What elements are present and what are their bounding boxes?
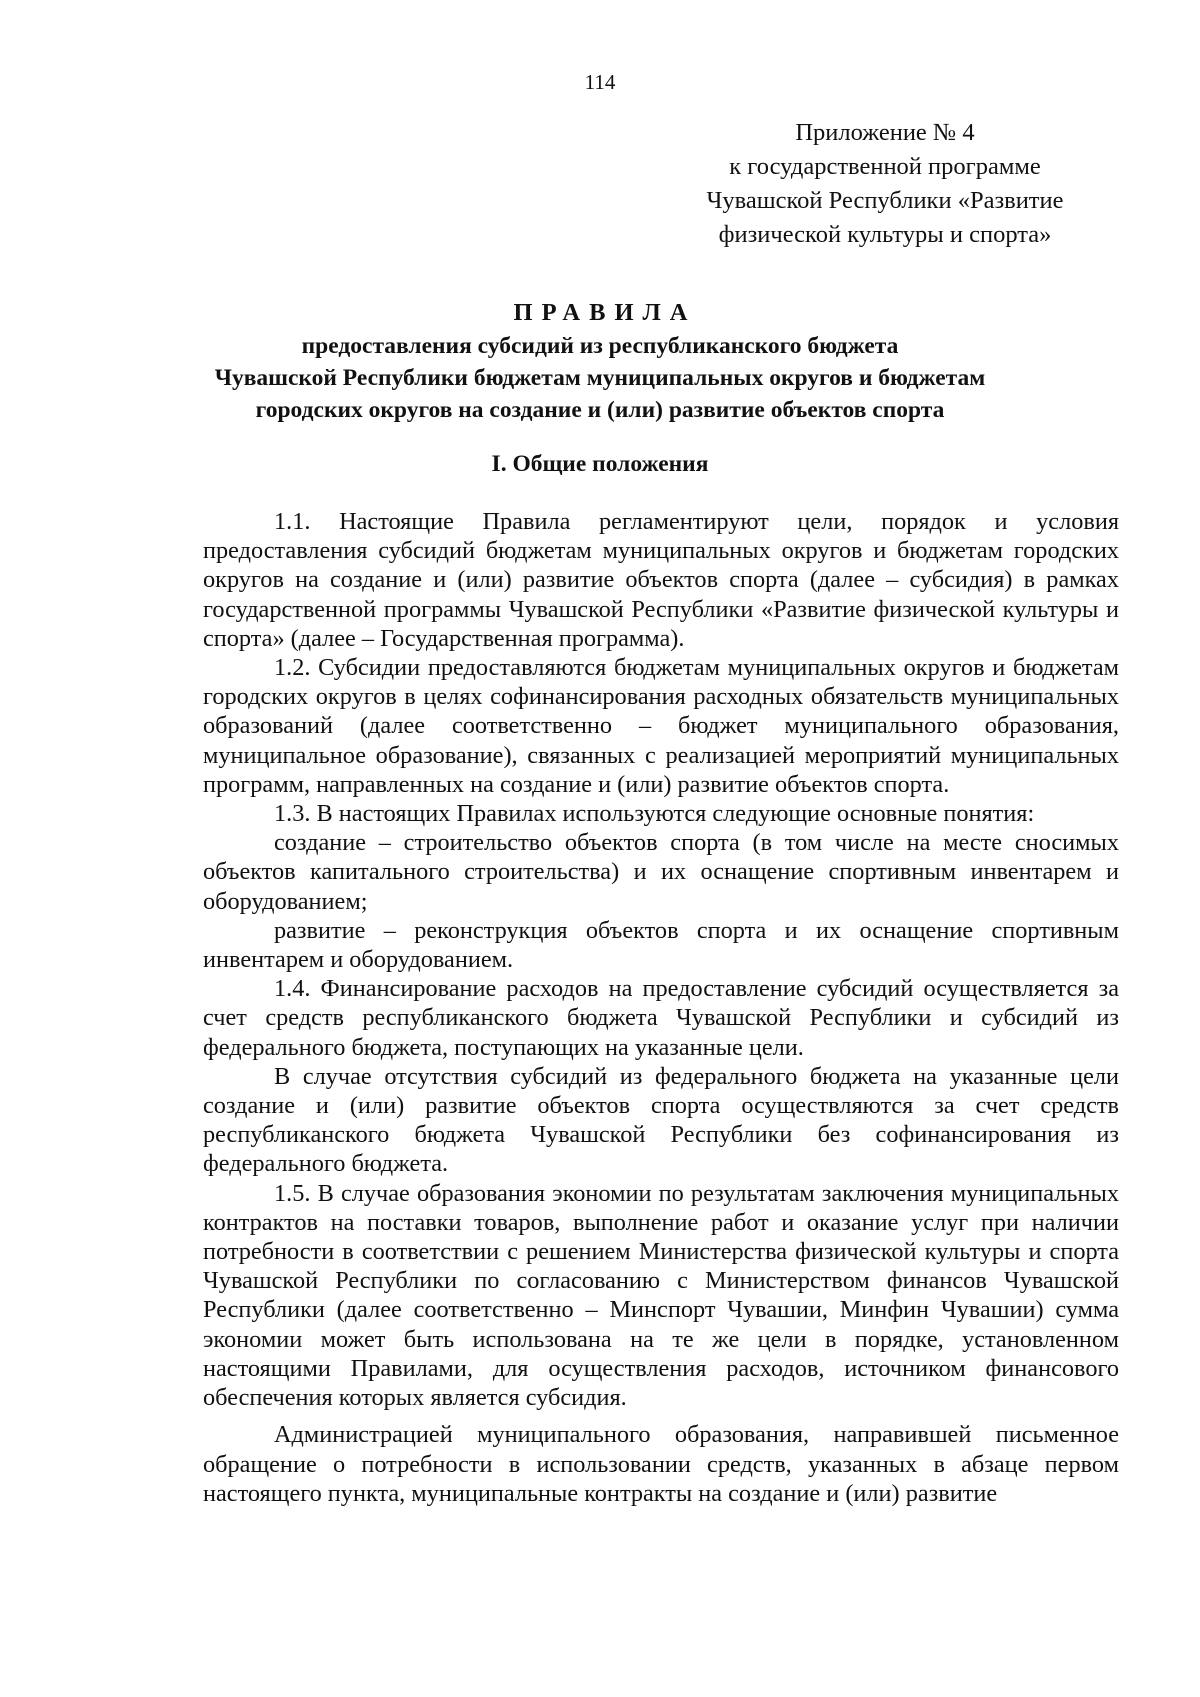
title-subtitle [0, 330, 1200, 426]
paragraph: 1.5. В случае образования экономии по результатам заключения муниципальных контрактов на поставки товаров, выполнение работ и оказание услуг при наличии потребности в соответствии с решением Министерства физической культуры и спорта Чувашской Республики по согласованию с Министерством финансов Чувашской Республики (далее соответственно – Минспорт Чувашии, Минфин Чувашии) сумма экономии может быть использована на те же цели в порядке, установленном настоящими Правилами, для осуществления расходов, источником финансового обеспечения которых является субсидия. [203, 1179, 1119, 1412]
subtitle-line: Чувашской Республики бюджетам муниципальных округов и бюджетам [214, 365, 986, 391]
document-body [203, 507, 1119, 1508]
section-heading: I. Общие положения [491, 451, 709, 477]
document-title [0, 296, 1200, 426]
subtitle-line: городских округов на создание и (или) развитие объектов спорта [255, 397, 945, 423]
appendix-line: Приложение № 4 [795, 119, 975, 146]
page-number: 114 [584, 70, 616, 94]
paragraph: Администрацией муниципального образования, направившей письменное обращение о потребности в использовании средств, указанных в абзаце первом настоящего пункта, муниципальные контракты на создание и (или) развитие [203, 1421, 1119, 1507]
paragraph: В случае отсутствия субсидий из федерального бюджета на указанные цели создание и (или) развитие объектов спорта осуществляются за счет средств республиканского бюджета Чувашской Республики без софинансирования из федерального бюджета. [203, 1062, 1119, 1178]
paragraph: развитие – реконструкция объектов спорта и их оснащение спортивным инвентарем и оборудованием. [203, 916, 1119, 974]
paragraph: 1.1. Настоящие Правила регламентируют цели, порядок и условия предоставления субсидий бюджетам муниципальных округов и бюджетам городских округов на создание и (или) развитие объектов спорта (далее – субсидия) в рамках государственной программы Чувашской Республики «Развитие физической культуры и спорта» (далее – Государственная программа). [203, 508, 1119, 652]
paragraph: создание – строительство объектов спорта (в том числе на месте сносимых объектов капитального строительства) и их оснащение спортивным инвентарем и оборудованием; [203, 829, 1119, 915]
paragraph: 1.3. В настоящих Правилах используются следующие основные понятия: [274, 800, 1035, 828]
appendix-note [650, 116, 1120, 252]
appendix-line: физической культуры и спорта» [718, 221, 1052, 248]
subtitle-line: предоставления субсидий из республиканского бюджета [301, 333, 899, 359]
appendix-line: Чувашской Республики «Развитие [706, 187, 1064, 214]
paragraph: 1.2. Субсидии предоставляются бюджетам муниципальных округов и бюджетам городских округов в целях софинансирования расходных обязательств муниципальных образований (далее соответственно – бюджет муниципального образования, муниципальное образование), связанных с реализацией мероприятий муниципальных программ, направленных на создание и (или) развитие объектов спорта. [203, 654, 1119, 798]
appendix-line: к государственной программе [729, 153, 1041, 180]
paragraph: 1.4. Финансирование расходов на предоставление субсидий осуществляется за счет средств республиканского бюджета Чувашской Республики и субсидий из федерального бюджета, поступающих на указанные цели. [203, 975, 1119, 1061]
title-main: ПРАВИЛА [513, 299, 697, 326]
